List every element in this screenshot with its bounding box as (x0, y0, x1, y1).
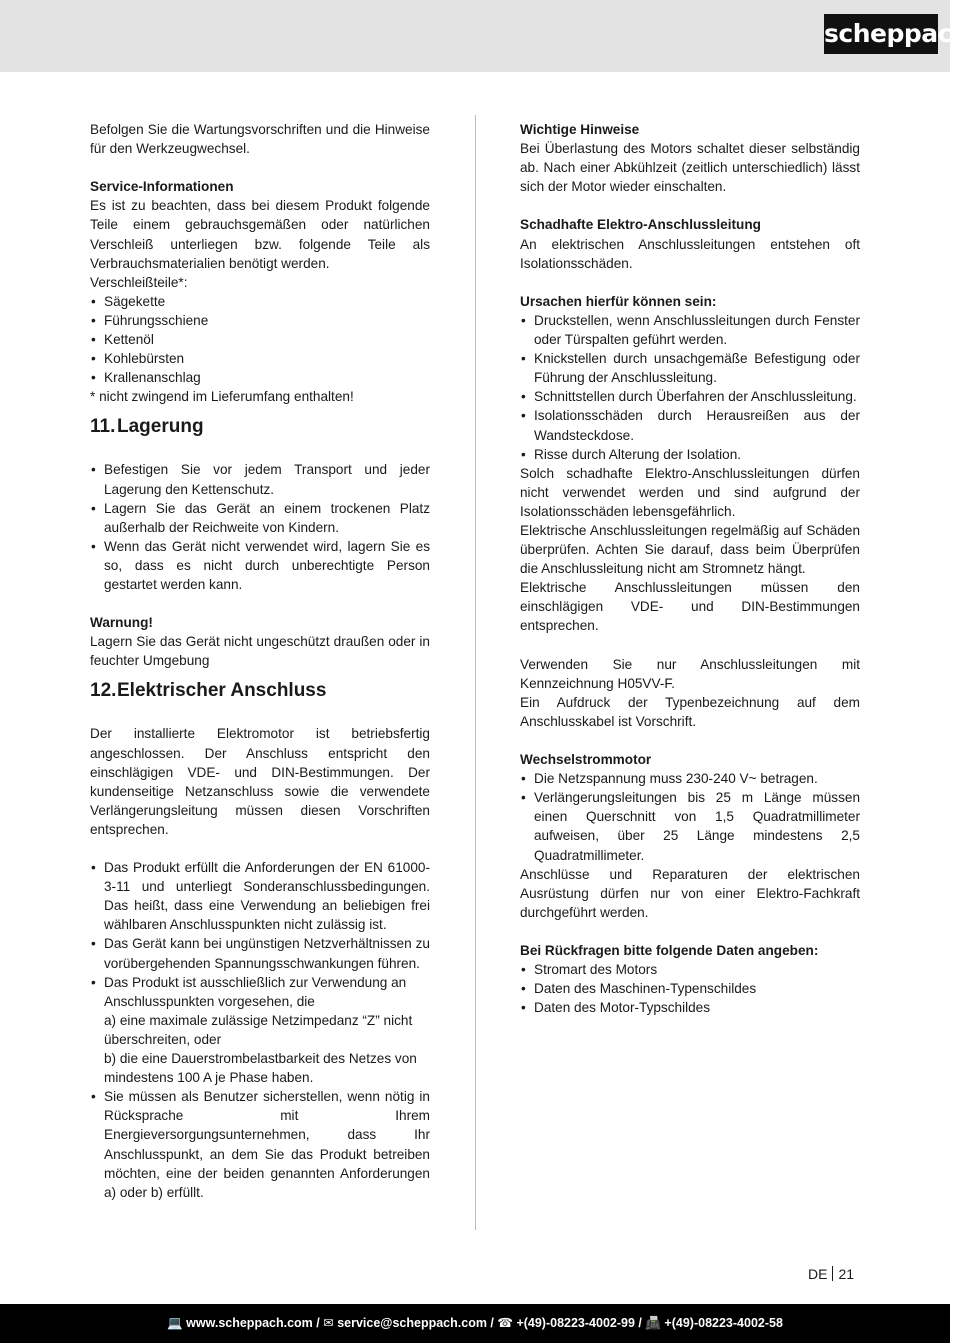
inspection-text: Elektrische Anschlussleitungen regelmäßig auf Schäden überprüfen. Achten Sie darauf, dass beim Überprüfen die Anschlussleitung nicht am Stromnetz hängt. (520, 522, 860, 577)
important-notes-heading: Wichtige Hinweise (520, 122, 640, 137)
list-item: • Lagern Sie das Gerät an einem trockenen Platz außerhalb der Reichweite von Kindern. (90, 499, 430, 537)
fax-number: +(49)-08223-4002-58 (664, 1316, 783, 1330)
list-item: • Wenn das Gerät nicht verwendet wird, lagern Sie es so, dass es nicht durch unberechtigte Person gestartet werden kann. (90, 537, 430, 594)
section-number: 12. (90, 680, 117, 702)
list-item: • Sägekette (90, 292, 430, 311)
page-header (0, 0, 969, 72)
page-number (808, 1264, 854, 1284)
page-number-value: 21 (838, 1266, 855, 1282)
wear-parts-list (90, 292, 430, 387)
wear-parts-label: Verschleißteile*: (90, 274, 188, 290)
cable-type-text: Verwenden Sie nur Anschlussleitungen mit Kennzeichnung H05VV-F. (520, 656, 860, 691)
right-column (520, 120, 860, 1017)
electrical-intro: Der installierte Elektromotor ist betriebsfertig angeschlossen. Der Anschluss entspricht den einschlägigen VDE- und DIN-Bestimmungen. Der kundenseitige Netzanschluss sowie die verwendete Verlängerungsleitung müssen diesen Vorschriften entsprechen. (90, 726, 430, 837)
queries-list (520, 960, 860, 1017)
list-item: • Daten des Motor-Typschildes (520, 998, 860, 1017)
section-number: 11. (90, 416, 116, 438)
ac-motor-heading: Wechselstrommotor (520, 752, 652, 768)
list-item-line: b) die eine Dauerstrombelastbarkeit des Netzes von mindestens 100 A je Phase haben. (104, 1051, 417, 1086)
fax-icon: 📠 (645, 1316, 661, 1330)
list-item-line: a) eine maximale zulässige Netzimpedanz “Z” nicht überschreiten, oder (104, 1012, 413, 1047)
list-item: • Stromart des Motors (520, 960, 860, 979)
list-item: • Führungsschiene (90, 311, 430, 330)
list-item: • Das Produkt erfüllt die Anforderungen der EN 61000-3-11 und unterliegt Sonderanschlussbedingungen. Das heißt, dass eine Verwendung an beliebigen frei wählbaren Anschlusspunkten nicht zulässig ist. (90, 858, 430, 934)
section-11-heading (90, 406, 430, 460)
computer-icon: 💻 (167, 1316, 183, 1330)
list-item: • Isolationsschäden durch Herausreißen aus der Wandsteckdose. (520, 406, 860, 444)
warning-heading: Warnung! (90, 615, 153, 631)
damaged-cable-text: An elektrischen Anschlussleitungen entstehen oft Isolationsschäden. (520, 236, 860, 271)
storage-list (90, 460, 430, 594)
service-info-text: Es ist zu beachten, dass bei diesem Produkt folgende Teile einem gebrauchsgemäßen oder natürlichen Verschleiß unterliegen bzw. folgende Teile als Verbrauchsmaterialien benötigt werden. (90, 198, 430, 271)
separator: / (486, 1316, 498, 1330)
phone-icon: ☎ (497, 1316, 513, 1330)
list-item: • Das Gerät kann bei ungünstigen Netzverhältnissen zu vorübergehenden Spannungsschwankungen führen. (90, 934, 430, 972)
maintenance-intro: Befolgen Sie die Wartungsvorschriften und die Hinweise für den Werkzeugwechsel. (90, 122, 430, 157)
list-item: • Schnittstellen durch Überfahren der Anschlussleitung. (520, 387, 860, 406)
list-item: • Kohlebürsten (90, 349, 430, 368)
separator: / (634, 1316, 646, 1330)
causes-text: Solch schadhafte Elektro-Anschlussleitungen dürfen nicht verwendet werden und sind aufgrund der Isolationsschäden lebensgefährlich. (520, 465, 860, 519)
list-item: • Druckstellen, wenn Anschlussleitungen durch Fenster oder Türspalten geführt werden. (520, 311, 860, 349)
left-column (90, 120, 430, 1202)
list-item: • Risse durch Alterung der Isolation. (520, 445, 860, 464)
important-notes-text: Bei Überlastung des Motors schaltet dieser selbständig ab. Nach einer Abkühlzeit (zeitlich unterschiedlich) lässt sich der Motor wieder einschalten. (520, 141, 860, 195)
list-item: • Knickstellen durch unsachgemäße Befestigung oder Führung der Anschlussleitung. (520, 349, 860, 387)
list-item: • Die Netzspannung muss 230-240 V~ betragen. (520, 769, 860, 788)
section-title: Elektrischer Anschluss (117, 680, 327, 702)
mail-icon: ✉ (323, 1316, 334, 1330)
repairs-text: Anschlüsse und Reparaturen der elektrischen Ausrüstung dürfen nur von einer Elektro-Fachkraft durchgeführt werden. (520, 866, 860, 920)
phone-number[interactable]: +(49)-08223-4002-99 (516, 1316, 635, 1330)
damaged-cable-heading: Schadhafte Elektro-Anschlussleitung (520, 217, 761, 233)
scheppach-logo: scheppach (824, 14, 938, 54)
wear-parts-note: * nicht zwingend im Lieferumfang enthalten! (90, 389, 354, 405)
warning-text: Lagern Sie das Gerät nicht ungeschützt draußen oder in feuchter Umgebung (90, 634, 430, 669)
causes-heading: Ursachen hierfür können sein: (520, 293, 717, 309)
queries-heading: Bei Rückfragen bitte folgende Daten angeben: (520, 943, 819, 959)
list-item: • Kettenöl (90, 330, 430, 349)
list-item: • Krallenanschlag (90, 368, 430, 387)
ac-motor-list (520, 769, 860, 864)
email-link[interactable]: service@scheppach.com (337, 1316, 487, 1330)
website-link[interactable]: www.scheppach.com (186, 1316, 313, 1330)
list-item: • Verlängerungsleitungen bis 25 m Länge müssen einen Querschnitt von 1,5 Quadratmillimeter aufweisen, über 25 Länge mindestens 2,5 Quadratmillimeter. (520, 788, 860, 864)
electrical-list (90, 858, 430, 1202)
separator: / (312, 1316, 324, 1330)
column-divider (475, 115, 476, 1230)
service-info-heading: Service-Informationen (90, 179, 234, 195)
list-item: • Befestigen Sie vor jedem Transport und jeder Lagerung den Kettenschutz. (90, 460, 430, 498)
list-item-line: • Das Produkt ist ausschließlich zur Verwendung an Anschlusspunkten vorgesehen, die (104, 974, 407, 1009)
regulations-text: Elektrische Anschlussleitungen müssen den einschlägigen VDE- und DIN-Bestimmungen entsprechen. (520, 580, 860, 634)
list-item (90, 973, 430, 1088)
list-item: • Daten des Maschinen-Typenschildes (520, 979, 860, 998)
section-12-heading (90, 670, 430, 724)
section-title: Lagerung (117, 416, 204, 438)
causes-list (520, 311, 860, 464)
cable-marking-text: Ein Aufdruck der Typenbezeichnung auf dem Anschlusskabel ist Vorschrift. (520, 694, 860, 729)
page-footer (0, 1304, 950, 1343)
language-code: DE (808, 1266, 828, 1282)
list-item: • Sie müssen als Benutzer sicherstellen, wenn nötig in Rücksprache mit Ihrem Energieversorgungsunternehmen, dass Ihr Anschlusspunkt, an dem Sie das Produkt betreiben möchten, eine der beiden genannten Anforderungen a) oder b) erfüllt. (90, 1087, 430, 1202)
